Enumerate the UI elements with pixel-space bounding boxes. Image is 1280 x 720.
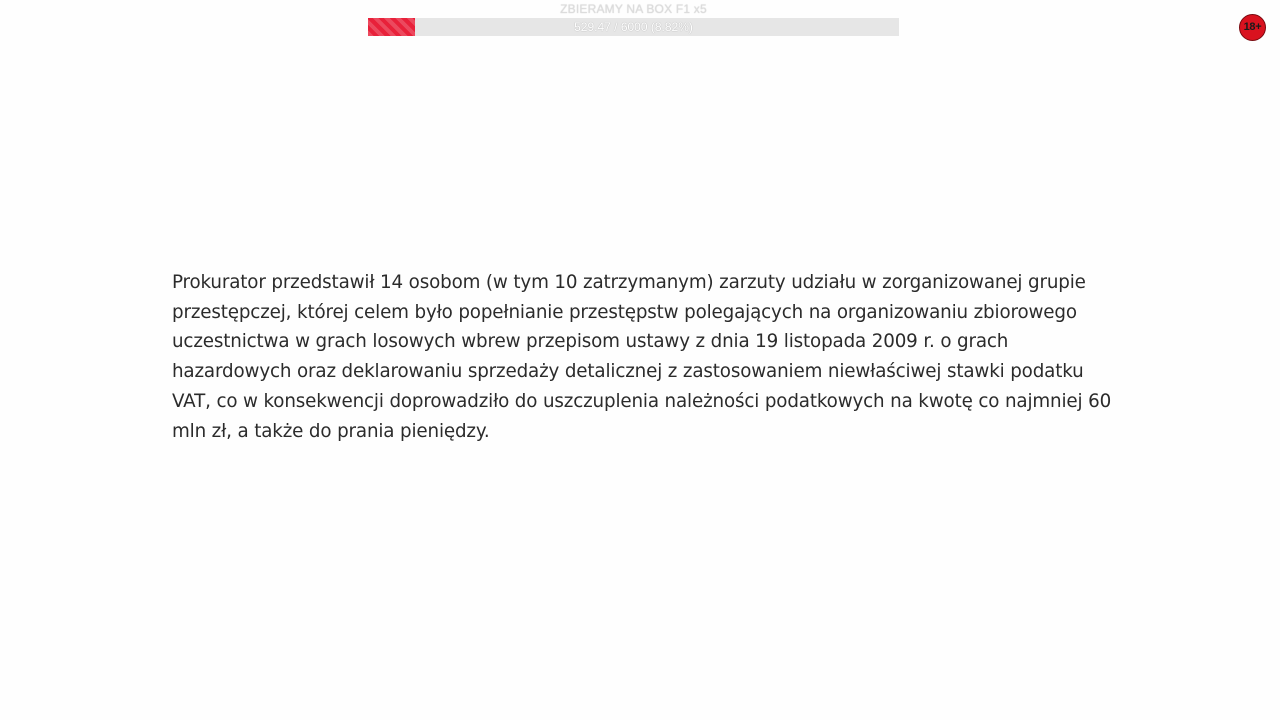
goal-progress-text: 529.47 / 6000 (8.82%) (574, 20, 693, 34)
article-paragraph: Prokurator przedstawił 14 osobom (w tym 10 zatrzymanym) zarzuty udziału w zorganizowanej grupie przestępczej, której celem było popełnianie przestępstw polegających na organizowaniu zbiorowego uczestnictwa w grach losowych wbrew przepisom ustawy z dnia 19 listopada 2009 r. o grach hazardowych oraz deklarowaniu sprzedaży detalicznej z zastosowaniem niewłaściwej stawki podatku VAT, co w konsekwencji doprowadziło do uszczuplenia należności podatkowych na kwotę co najmniej 60 mln zł, a także do prania pieniędzy. (172, 272, 1112, 442)
goal-title: ZBIERAMY NA BOX F1 x5 (560, 2, 707, 16)
age-restriction-badge: 18+ (1239, 14, 1266, 41)
goal-progress-bar (368, 18, 899, 36)
